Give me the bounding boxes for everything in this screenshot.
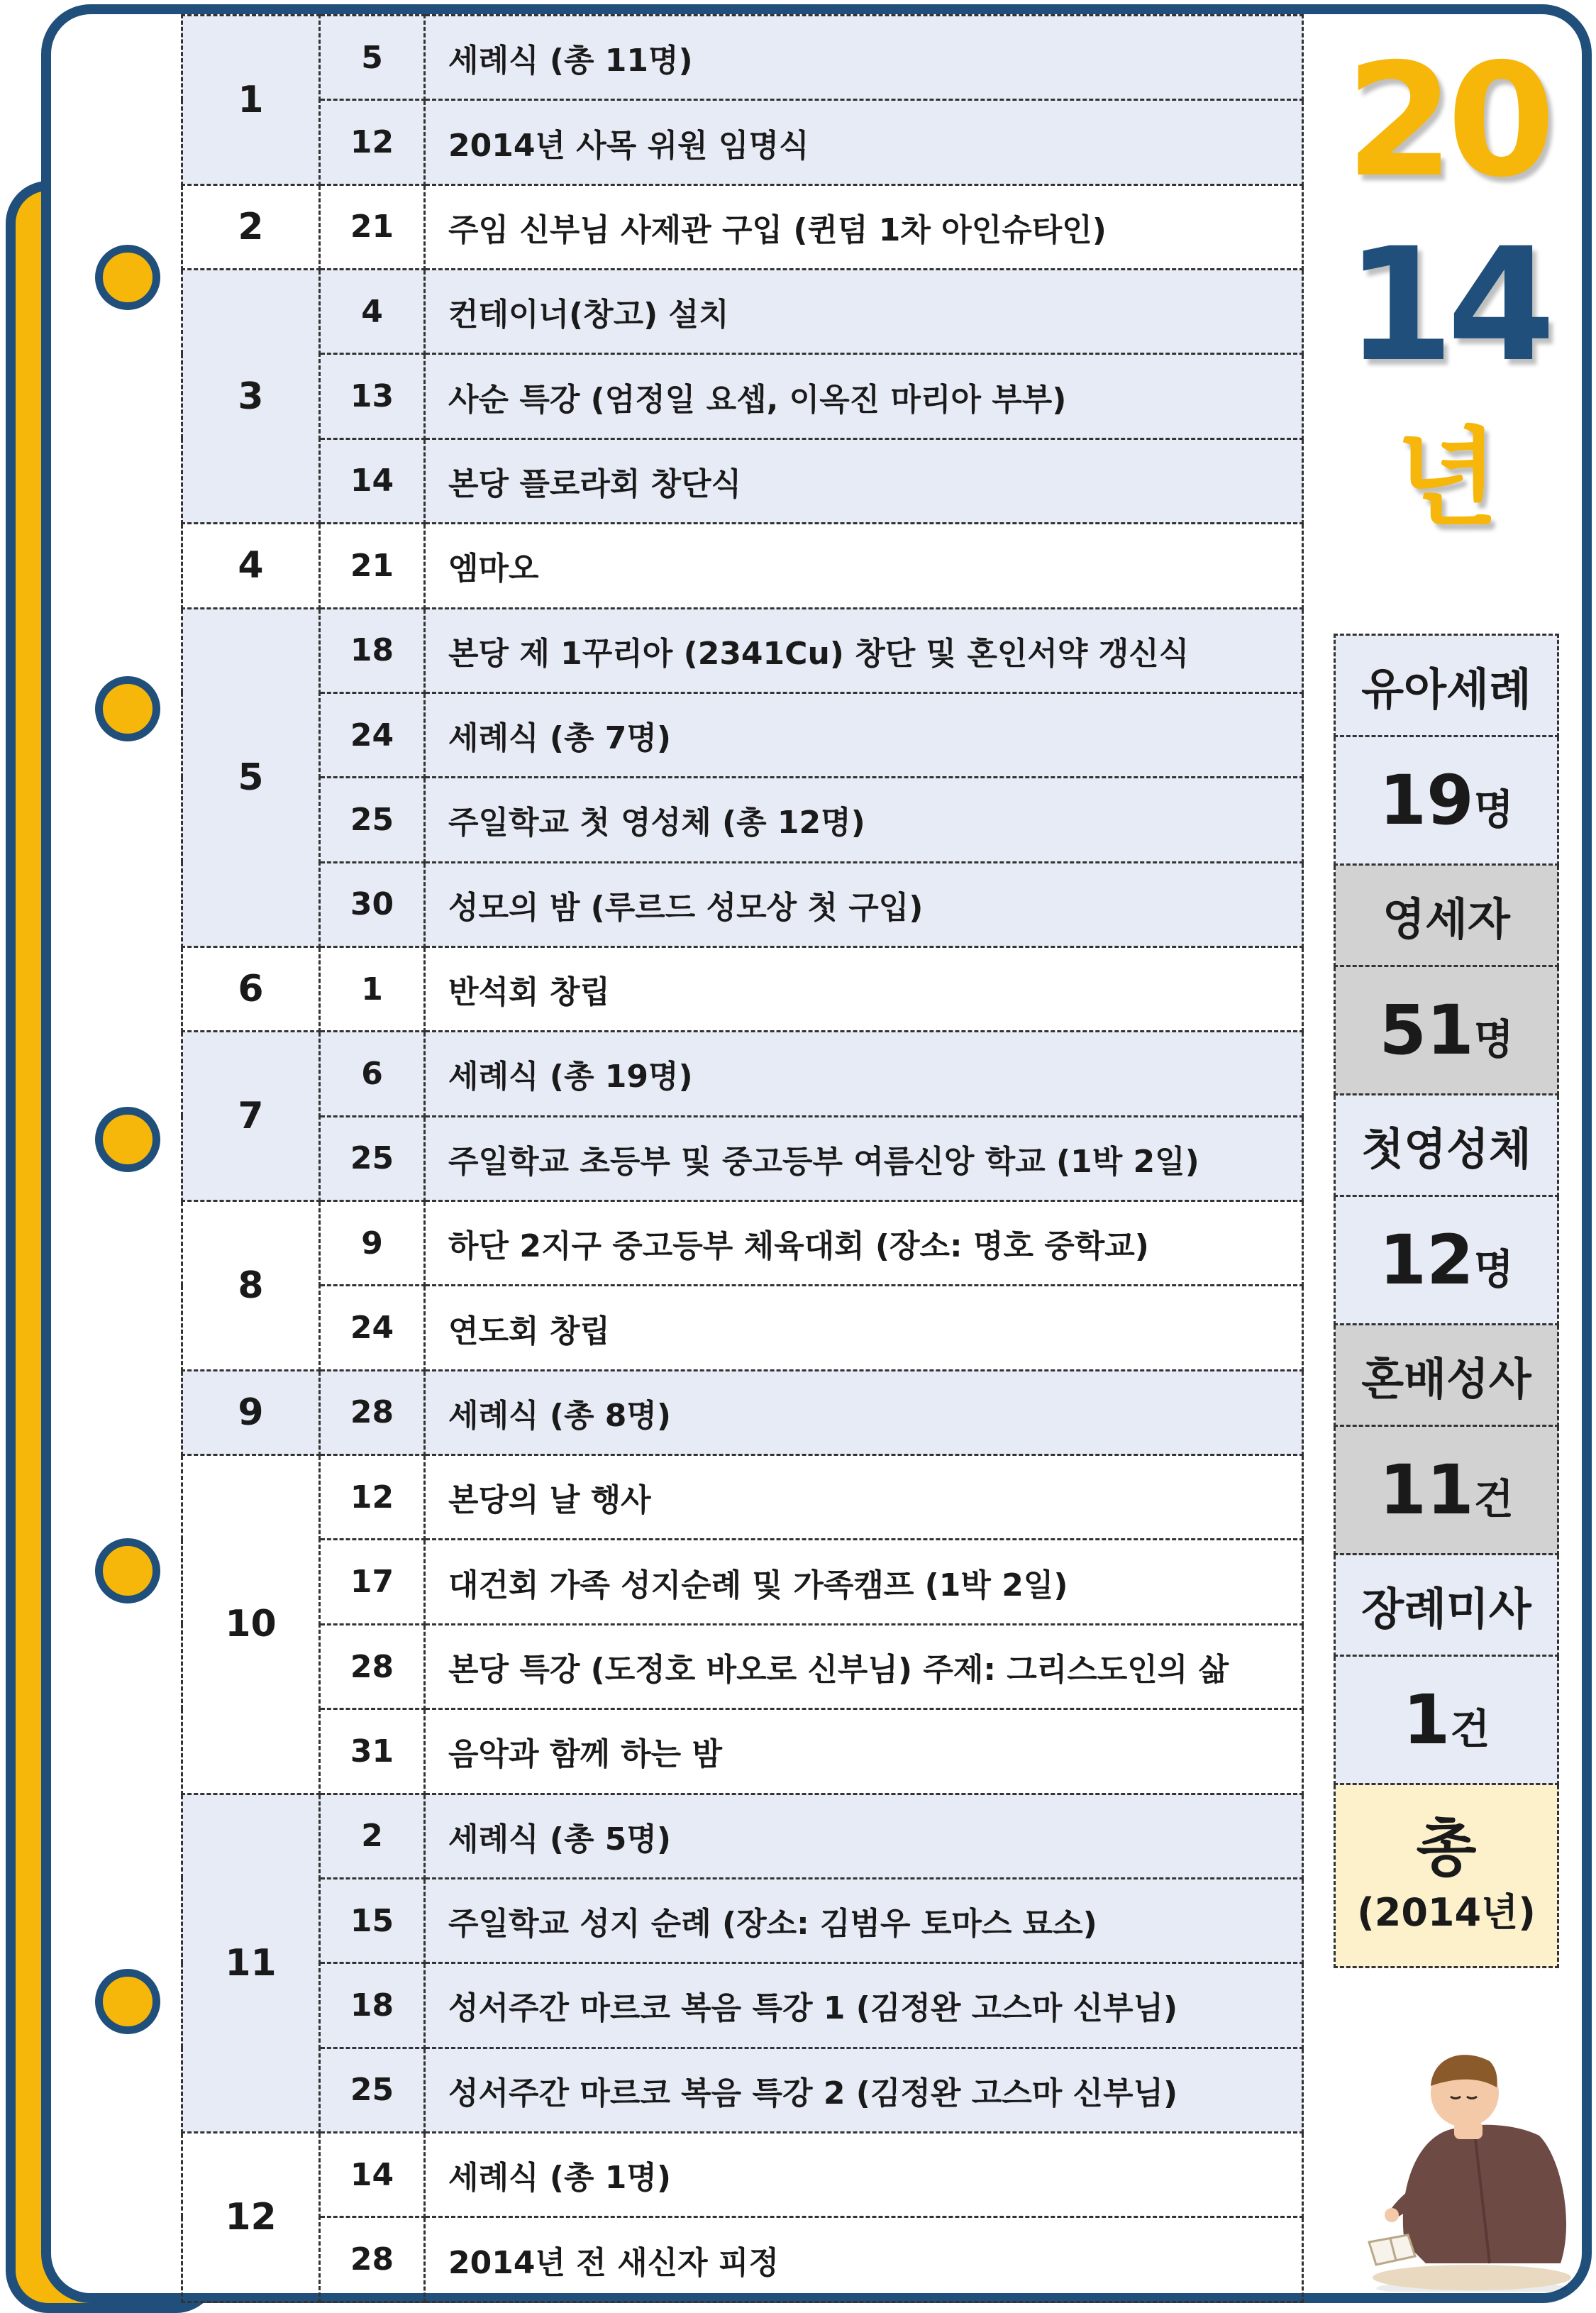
day-cell: 14 — [320, 2132, 425, 2217]
timeline-row — [182, 1878, 1303, 1963]
timeline-row — [182, 778, 1303, 862]
event-cell: 2014년 사목 위원 임명식 — [425, 100, 1303, 184]
timeline-row — [182, 100, 1303, 184]
month-cell: 7 — [182, 1032, 320, 1201]
stat-label-row — [1335, 865, 1558, 966]
day-cell: 14 — [320, 438, 425, 523]
stat-label: 장례미사 — [1335, 1555, 1558, 1656]
timeline-row — [182, 1032, 1303, 1116]
stats-total-row — [1335, 1784, 1558, 1967]
day-cell: 18 — [320, 608, 425, 692]
day-cell: 4 — [320, 270, 425, 354]
day-cell: 5 — [320, 16, 425, 100]
timeline-row — [182, 1286, 1303, 1370]
timeline-row — [182, 1709, 1303, 1794]
stat-unit: 건 — [1450, 1705, 1490, 1753]
stats-total-cell — [1335, 1784, 1558, 1967]
timeline-row — [182, 184, 1303, 269]
event-cell: 하단 2지구 중고등부 체육대회 (장소: 명호 중학교) — [425, 1201, 1303, 1286]
timeline-row — [182, 2132, 1303, 2217]
stat-value-row — [1335, 966, 1558, 1095]
stat-unit: 명 — [1473, 1245, 1514, 1293]
event-cell: 세례식 (총 7명) — [425, 692, 1303, 777]
binder-ring-2 — [95, 676, 160, 741]
stat-unit: 건 — [1473, 1475, 1514, 1523]
timeline-row — [182, 16, 1303, 100]
stat-value-row — [1335, 1426, 1558, 1555]
stat-label: 영세자 — [1335, 865, 1558, 966]
timeline-row — [182, 1794, 1303, 1878]
timeline-row — [182, 2048, 1303, 2132]
event-cell: 본당 특강 (도정호 바오로 신부님) 주제: 그리스도인의 삶 — [425, 1624, 1303, 1708]
year-line-1: 20 — [1345, 30, 1549, 211]
timeline-table — [181, 14, 1304, 2303]
stat-value: 12 — [1379, 1220, 1474, 1300]
event-cell: 주일학교 초등부 및 중고등부 여름신앙 학교 (1박 2일) — [425, 1116, 1303, 1200]
day-cell: 13 — [320, 354, 425, 438]
timeline-row — [182, 608, 1303, 692]
event-cell: 2014년 전 새신자 피정 — [425, 2217, 1303, 2302]
day-cell: 24 — [320, 1286, 425, 1370]
day-cell: 28 — [320, 2217, 425, 2302]
month-cell: 12 — [182, 2132, 320, 2302]
day-cell: 21 — [320, 524, 425, 608]
event-cell: 엠마오 — [425, 524, 1303, 608]
day-cell: 2 — [320, 1794, 425, 1878]
event-cell: 세례식 (총 19명) — [425, 1032, 1303, 1116]
event-cell: 본당 플로라회 창단식 — [425, 438, 1303, 523]
month-cell: 2 — [182, 184, 320, 269]
month-cell: 10 — [182, 1455, 320, 1794]
event-cell: 음악과 함께 하는 밤 — [425, 1709, 1303, 1794]
year-line-3: 년 — [1395, 417, 1499, 541]
stat-value-cell — [1335, 1426, 1558, 1555]
event-cell: 세례식 (총 11명) — [425, 16, 1303, 100]
event-cell: 성서주간 마르코 복음 특강 1 (김정완 고스마 신부님) — [425, 1963, 1303, 2048]
stat-label: 혼배성사 — [1335, 1325, 1558, 1426]
month-cell: 8 — [182, 1201, 320, 1371]
stat-value-cell — [1335, 1196, 1558, 1325]
day-cell: 18 — [320, 1963, 425, 2048]
stat-value-cell — [1335, 966, 1558, 1095]
day-cell: 21 — [320, 184, 425, 269]
stat-value-cell — [1335, 736, 1558, 865]
day-cell: 25 — [320, 1116, 425, 1200]
stat-value: 19 — [1379, 761, 1474, 840]
stat-value-row — [1335, 1196, 1558, 1325]
stat-value: 1 — [1402, 1680, 1451, 1760]
timeline-row — [182, 2217, 1303, 2302]
day-cell: 28 — [320, 1624, 425, 1708]
day-cell: 12 — [320, 1455, 425, 1540]
day-cell: 12 — [320, 100, 425, 184]
timeline-row — [182, 1116, 1303, 1200]
stats-body — [1335, 635, 1558, 1784]
binder-ring-1 — [95, 245, 160, 310]
event-cell: 세례식 (총 8명) — [425, 1370, 1303, 1454]
event-cell: 반석회 창립 — [425, 946, 1303, 1031]
stat-value-row — [1335, 1656, 1558, 1784]
event-cell: 성서주간 마르코 복음 특강 2 (김정완 고스마 신부님) — [425, 2048, 1303, 2132]
timeline-row — [182, 1201, 1303, 1286]
day-cell: 24 — [320, 692, 425, 777]
timeline-row — [182, 946, 1303, 1031]
stat-value-cell — [1335, 1656, 1558, 1784]
timeline-row — [182, 1455, 1303, 1540]
day-cell: 31 — [320, 1709, 425, 1794]
stats-total-sub: (2014년) — [1357, 1890, 1536, 1936]
event-cell: 주임 신부님 사제관 구입 (퀸덤 1차 아인슈타인) — [425, 184, 1303, 269]
stat-label-row — [1335, 1325, 1558, 1426]
event-cell: 주일학교 첫 영성체 (총 12명) — [425, 778, 1303, 862]
binder-ring-4 — [95, 1538, 160, 1603]
timeline-row — [182, 1624, 1303, 1708]
day-cell: 17 — [320, 1540, 425, 1624]
month-cell: 9 — [182, 1370, 320, 1454]
timeline-row — [182, 354, 1303, 438]
stats-total-label: 총 — [1416, 1811, 1477, 1884]
timeline-row — [182, 1370, 1303, 1454]
event-cell: 세례식 (총 1명) — [425, 2132, 1303, 2217]
timeline-row — [182, 1540, 1303, 1624]
month-cell: 3 — [182, 270, 320, 524]
event-cell: 성모의 밤 (루르드 성모상 첫 구입) — [425, 862, 1303, 946]
timeline-row — [182, 524, 1303, 608]
timeline-row — [182, 1963, 1303, 2048]
stat-label: 유아세례 — [1335, 635, 1558, 736]
stat-unit: 명 — [1473, 1015, 1514, 1064]
stat-label: 첫영성체 — [1335, 1095, 1558, 1196]
stat-value: 11 — [1379, 1450, 1474, 1530]
timeline-row — [182, 270, 1303, 354]
stat-value-row — [1335, 736, 1558, 865]
day-cell: 6 — [320, 1032, 425, 1116]
timeline-row — [182, 862, 1303, 946]
event-cell: 세례식 (총 5명) — [425, 1794, 1303, 1878]
event-cell: 대건회 가족 성지순례 및 가족캠프 (1박 2일) — [425, 1540, 1303, 1624]
binder-ring-3 — [95, 1107, 160, 1172]
day-cell: 9 — [320, 1201, 425, 1286]
event-cell: 주일학교 성지 순례 (장소: 김범우 토마스 묘소) — [425, 1878, 1303, 1963]
binder-ring-5 — [95, 1969, 160, 2034]
stats-table — [1334, 634, 1559, 1968]
event-cell: 본당 제 1꾸리아 (2341Cu) 창단 및 혼인서약 갱신식 — [425, 608, 1303, 692]
day-cell: 30 — [320, 862, 425, 946]
event-cell: 본당의 날 행사 — [425, 1455, 1303, 1540]
day-cell: 25 — [320, 778, 425, 862]
timeline-body — [182, 16, 1303, 2302]
month-cell: 1 — [182, 16, 320, 185]
event-cell: 연도회 창립 — [425, 1286, 1303, 1370]
day-cell: 28 — [320, 1370, 425, 1454]
month-cell: 6 — [182, 946, 320, 1031]
stat-value: 51 — [1379, 990, 1474, 1070]
stat-label-row — [1335, 1555, 1558, 1656]
praying-figure-illustration — [1348, 2008, 1575, 2292]
event-cell: 컨테이너(창고) 설치 — [425, 270, 1303, 354]
timeline-row — [182, 438, 1303, 523]
stat-label-row — [1335, 1095, 1558, 1196]
year-header — [1334, 30, 1561, 541]
day-cell: 1 — [320, 946, 425, 1031]
stat-label-row — [1335, 635, 1558, 736]
month-cell: 11 — [182, 1794, 320, 2132]
timeline-row — [182, 692, 1303, 777]
month-cell: 4 — [182, 524, 320, 608]
year-line-2: 14 — [1345, 214, 1549, 396]
stat-unit: 명 — [1473, 785, 1514, 834]
event-cell: 사순 특강 (엄정일 요셉, 이옥진 마리아 부부) — [425, 354, 1303, 438]
day-cell: 15 — [320, 1878, 425, 1963]
month-cell: 5 — [182, 608, 320, 946]
day-cell: 25 — [320, 2048, 425, 2132]
